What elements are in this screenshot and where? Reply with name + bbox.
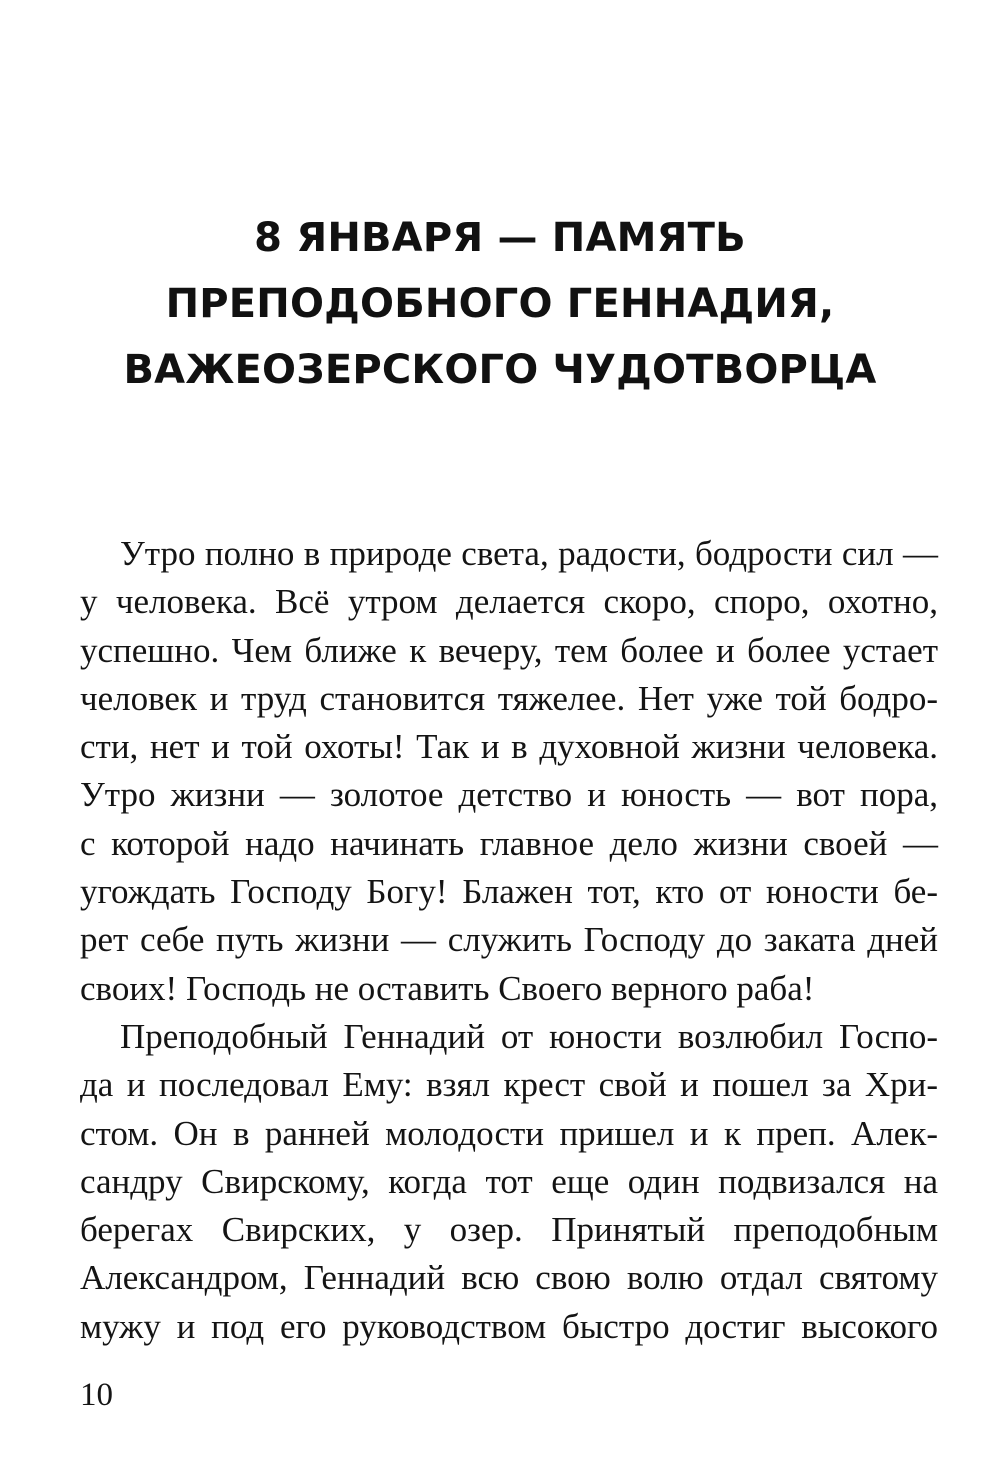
text-line: успешно. Чем ближе к вечеру, тем более и более устает <box>80 630 938 670</box>
text-line: Преподобный Геннадий от юности возлюбил Госпо- <box>120 1016 938 1056</box>
text-line: да и последовал Ему: взял крест свой и пошел за Хри- <box>80 1065 938 1105</box>
heading-line-1: 8 ЯНВАРЯ — ПАМЯТЬ <box>254 215 746 261</box>
text-line: мужу и под его руководством быстро достиг высокого <box>80 1306 938 1346</box>
text-line: берегах Свирских, у озер. Принятый преподобным <box>80 1210 938 1250</box>
text-line: стом. Он в ранней молодости пришел и к преп. Алек- <box>80 1113 938 1153</box>
text-line: человек и труд становится тяжелее. Нет уже той бодро- <box>80 678 938 718</box>
text-line: с которой надо начинать главное дело жизни своей — <box>80 823 938 863</box>
text-line: угождать Господу Богу! Блажен тот, кто от юности бе- <box>80 872 938 912</box>
heading-line-2: ПРЕПОДОБНОГО ГЕННАДИЯ, <box>165 281 835 327</box>
text-line: своих! Господь не оставить Своего верного раба! <box>80 968 815 1008</box>
heading-line-3: ВАЖЕОЗЕРСКОГО ЧУДОТВОРЦА <box>123 347 877 393</box>
text-line: сандру Свирскому, когда тот еще один подвизался на <box>80 1161 938 1201</box>
text-line: Утро жизни — золотое детство и юность — вот пора, <box>80 775 938 815</box>
text-line: рет себе путь жизни — служить Господу до заката дней <box>80 920 938 960</box>
body-text <box>80 530 938 1351</box>
page-number: 10 <box>80 1377 113 1413</box>
chapter-heading <box>60 205 940 403</box>
text-line: сти, нет и той охоты! Так и в духовной жизни человека. <box>80 727 938 767</box>
text-line: Утро полно в природе света, радости, бодрости сил — <box>120 534 938 573</box>
text-line: Александром, Геннадий всю свою волю отдал святому <box>80 1258 938 1298</box>
text-line: у человека. Всё утром делается скоро, споро, охотно, <box>80 582 938 622</box>
